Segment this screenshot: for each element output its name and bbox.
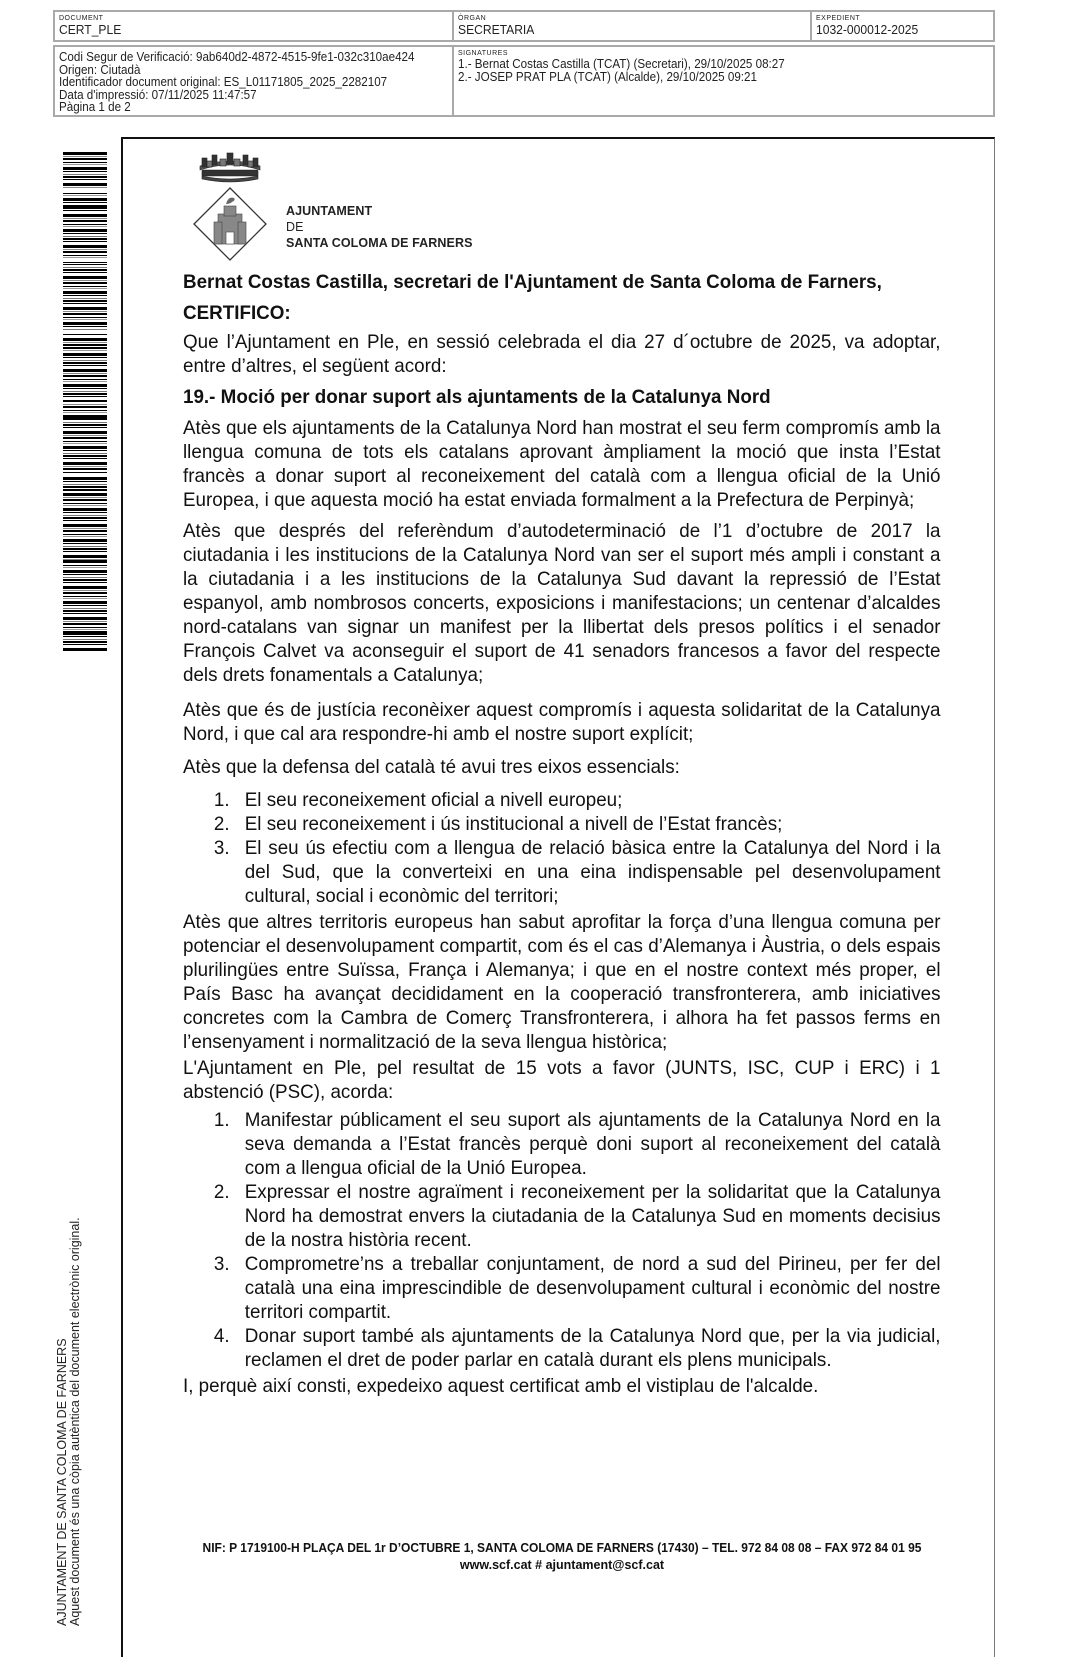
- list-item: 1. El seu reconeixement oficial a nivell europeu;: [213, 789, 623, 811]
- institution-name: [286, 203, 473, 251]
- verification-header-row: [53, 45, 995, 117]
- expedient-label: EXPEDIENT: [816, 15, 861, 22]
- organ-cell: [452, 12, 810, 40]
- side-note-org: AJUNTAMENT DE SANTA COLOMA DE FARNERS: [55, 1338, 69, 1626]
- vote-result: L'Ajuntament en Ple, pel resultat de 15 vots a favor (JUNTS, ISC, CUP i ERC) i 1 abstenció (PSC), acorda:: [183, 1057, 941, 1103]
- list-item: 1. Manifestar públicament el seu suport als ajuntaments de la Catalunya Nord en la seva demanda a l’Estat francès perquè doni suport al reconeixement del català com a llengua oficial de la Unió Europea.: [213, 1109, 941, 1179]
- verification-cell: [55, 47, 452, 115]
- list-item: 3. Comprometre’ns a treballar conjuntament, de nord a sud del Pirineu, per fer del català una eina imprescindible de desenvolupament cultural i econòmic del nostre territori compartit.: [213, 1253, 941, 1323]
- signature-item: 2.- JOSEP PRAT PLA (TCAT) (Alcalde), 29/10/2025 09:21: [458, 69, 757, 84]
- institution-line3: SANTA COLOMA DE FARNERS: [286, 236, 473, 250]
- motion-title: 19.- Moció per donar suport als ajuntaments de la Catalunya Nord: [183, 386, 771, 408]
- print-date: Data d'impressió: 07/11/2025 11:47:57: [59, 87, 257, 102]
- list-item: 2. Expressar el nostre agraïment i reconeixement per la solidaritat que la Catalunya Nord ha demostrat envers la ciutadania de la Catalunya Sud en moments decisius de la nostra història recent.: [213, 1181, 941, 1251]
- expedient-cell: [810, 12, 993, 40]
- document-label: DOCUMENT: [59, 15, 104, 22]
- list-item: 2. El seu reconeixement i ús institucional a nivell de l’Estat francès;: [213, 813, 783, 835]
- whereas-paragraph-5: Atès que altres territoris europeus han sabut aprofitar la força d’una llengua comuna per potenciar el desenvolupament compartit, com és el cas d’Alemanya i Àustria, o dels espais plurilingües entre Suïssa, França i Alemanya; i que en el nostre context més proper, el País Basc ha avançat decididament en la cooperació transfronterera, amb iniciatives concretes com la Cambra de Comerç Transfronterera, i alhora ha fet passos ferms en l’ensenyament i normalització de la seva llengua històrica;: [183, 911, 941, 1053]
- closing-statement: I, perquè així consti, expedeixo aquest certificat amb el vistiplau de l'alcalde.: [183, 1375, 819, 1397]
- agreements-list: [183, 1108, 941, 1372]
- side-note-copy: Aquest document és una còpia autèntica del document electrònic original.: [68, 1217, 82, 1626]
- document-value: CERT_PLE: [59, 22, 122, 37]
- certifier-intro: Bernat Costas Castilla, secretari de l'Ajuntament de Santa Coloma de Farners,: [183, 271, 882, 293]
- original-document-id: Identificador document original: ES_L01171805_2025_2282107: [59, 75, 388, 89]
- page-footer: [183, 1540, 941, 1574]
- organ-value: SECRETARIA: [458, 22, 535, 37]
- signatures-label: SIGNATURES: [458, 50, 508, 57]
- whereas-paragraph-3: Atès que és de justícia reconèixer aquest compromís i aquesta solidaritat de la Catalunya Nord, i que cal ara respondre-hi amb el nostre suport explícit;: [183, 699, 941, 745]
- page-number: Pàgina 1 de 2: [59, 100, 131, 114]
- whereas-paragraph-2: Atès que després del referèndum d’autodeterminació de l’1 d’octubre de 2017 la ciutadania i les institucions de la Catalunya Nord van ser el suport més ampli i constant a la ciutadania i a les institucions de la Catalunya Sud davant la repressió de l’Estat espanyol, amb nombrosos concerts, exposicions i manifestacions; un centenar d’alcaldes nord-catalans van signar un manifest per la llibertat dels presos polítics i el senador François Calvet va aconseguir el suport de 41 senadors francesos a favor del respecte dels drets fonamentals a Catalunya;: [183, 520, 941, 686]
- institution-line1: AJUNTAMENT: [286, 204, 373, 218]
- organ-label: ÒRGAN: [458, 15, 487, 22]
- origin: Origen: Ciutadà: [59, 62, 141, 77]
- document-header-row: [53, 10, 995, 42]
- essential-axes-list: [183, 788, 941, 908]
- whereas-paragraph-1: Atès que els ajuntaments de la Catalunya Nord han mostrat el seu ferm compromís amb la llengua comuna de tots els catalans aprovant àmpliament la moció que insta l’Estat francès a donar suport al reconeixement del català com a llengua oficial de la Unió Europea, i que aquesta moció ha estat enviada formalment a la Prefectura de Perpinyà;: [183, 417, 941, 511]
- footer-address: NIF: P 1719100-H PLAÇA DEL 1r D’OCTUBRE 1, SANTA COLOMA DE FARNERS (17430) – TEL. 972 84 08 08 – FAX 972 84 01 95: [202, 1541, 922, 1555]
- coat-of-arms-icon: [190, 152, 270, 262]
- list-item: 4. Donar suport també als ajuntaments de la Catalunya Nord que, per la via judicial, reclamen el dret de poder parlar en català durant els plens municipals.: [213, 1325, 941, 1371]
- session-paragraph: Que l’Ajuntament en Ple, en sessió celebrada el dia 27 d´octubre de 2025, va adoptar, entre d’altres, el següent acord:: [183, 331, 941, 377]
- expedient-value: 1032-000012-2025: [816, 22, 919, 37]
- list-item: 3. El seu ús efectiu com a llengua de relació bàsica entre la Catalunya del Nord i la del Sud, que la converteixi en una eina indispensable pel desenvolupament cultural, social i econòmic del territori;: [213, 837, 941, 907]
- footer-contact: www.scf.cat # ajuntament@scf.cat: [459, 1558, 665, 1572]
- institution-line2: DE: [286, 220, 304, 234]
- csv-code: Codi Segur de Verificació: 9ab640d2-4872-4515-9fe1-032c310ae424: [59, 50, 415, 64]
- signatures-cell: [452, 47, 993, 115]
- document-cell: [55, 12, 452, 40]
- certificate-body: [183, 270, 941, 1405]
- authenticity-note: [56, 1217, 82, 1626]
- certifico-heading: CERTIFICO:: [183, 302, 291, 324]
- whereas-paragraph-4: Atès que la defensa del català té avui tres eixos essencials:: [183, 756, 680, 778]
- signature-item: 1.- Bernat Costas Castilla (TCAT) (Secretari), 29/10/2025 08:27: [458, 57, 785, 71]
- barcode-icon: [63, 152, 107, 652]
